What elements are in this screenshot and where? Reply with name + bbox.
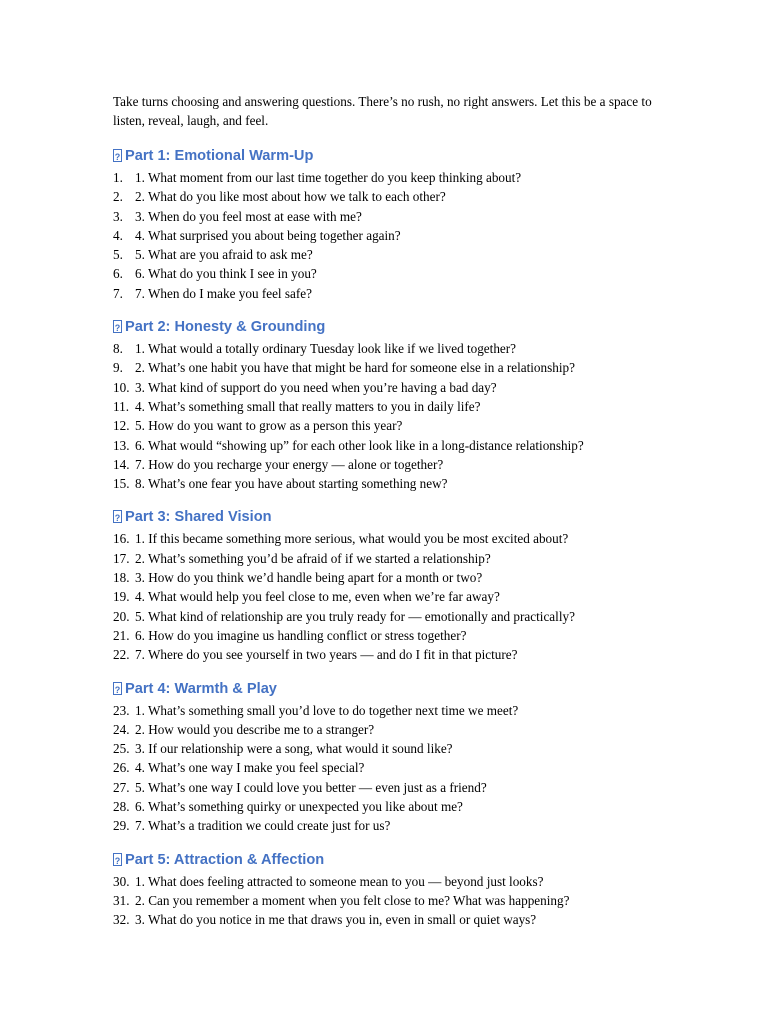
question-item (113, 549, 673, 568)
question-text: 7. What’s a tradition we could create just for us? (135, 818, 391, 834)
section-part-2 (113, 318, 673, 493)
question-number: 13. (113, 437, 130, 453)
question-text: 4. What surprised you about being together again? (135, 227, 401, 243)
question-number: 18. (113, 570, 130, 586)
question-number: 31. (113, 892, 130, 908)
question-number: 32. (113, 912, 130, 928)
question-number: 27. (113, 779, 130, 795)
question-text: 3. How do you think we’d handle being apart for a month or two? (135, 570, 483, 586)
question-text: 6. How do you imagine us handling conflict or stress together? (135, 627, 467, 643)
question-item (113, 397, 673, 416)
question-number: 24. (113, 721, 130, 737)
question-number: 28. (113, 799, 130, 815)
question-number: 16. (113, 531, 130, 547)
question-item (113, 168, 673, 187)
question-item (113, 245, 673, 264)
question-item (113, 226, 673, 245)
question-item (113, 455, 673, 474)
question-number: 21. (113, 627, 130, 643)
section-heading (113, 680, 673, 699)
question-item (113, 758, 673, 777)
question-text: 1. If this became something more serious, what would you be most excited about? (135, 531, 569, 547)
question-item (113, 436, 673, 455)
question-item (113, 778, 673, 797)
question-item (113, 187, 673, 206)
question-number: 2. (113, 189, 123, 205)
question-number: 7. (113, 285, 123, 301)
section-part-1 (113, 147, 673, 303)
question-item (113, 378, 673, 397)
question-text: 2. What’s one habit you have that might be hard for someone else in a relationship? (135, 360, 575, 376)
question-text: 7. How do you recharge your energy — alone or together? (135, 456, 444, 472)
question-text: 2. What do you like most about how we talk to each other? (135, 189, 446, 205)
section-heading (113, 318, 673, 337)
question-text: 2. Can you remember a moment when you felt close to me? What was happening? (135, 892, 570, 908)
question-text: 7. When do I make you feel safe? (135, 285, 312, 301)
question-list (113, 168, 673, 303)
section-part-5 (113, 851, 673, 930)
question-list (113, 701, 673, 836)
question-number: 12. (113, 418, 130, 434)
question-item (113, 284, 673, 303)
question-item (113, 607, 673, 626)
question-text: 5. What’s one way I could love you better — even just as a friend? (135, 779, 487, 795)
section-title: Part 1: Emotional Warm-Up (125, 148, 314, 164)
question-text: 3. If our relationship were a song, what would it sound like? (135, 741, 453, 757)
question-text: 4. What’s something small that really matters to you in daily life? (135, 398, 481, 414)
question-text: 5. What kind of relationship are you truly ready for — emotionally and practically? (135, 608, 575, 624)
question-item (113, 816, 673, 835)
question-item (113, 416, 673, 435)
question-text: 8. What’s one fear you have about starting something new? (135, 476, 448, 492)
question-item (113, 891, 673, 910)
question-number: 14. (113, 456, 130, 472)
section-part-3 (113, 508, 673, 664)
question-number: 26. (113, 760, 130, 776)
question-text: 1. What would a totally ordinary Tuesday look like if we lived together? (135, 341, 517, 357)
question-number: 29. (113, 818, 130, 834)
question-number: 22. (113, 647, 130, 663)
question-item (113, 358, 673, 377)
question-item (113, 568, 673, 587)
question-text: 3. What kind of support do you need when you’re having a bad day? (135, 379, 497, 395)
question-text: 6. What do you think I see in you? (135, 266, 317, 282)
question-list (113, 339, 673, 493)
question-number: 19. (113, 589, 130, 605)
question-number: 5. (113, 247, 123, 263)
question-item (113, 626, 673, 645)
question-number: 20. (113, 608, 130, 624)
question-number: 23. (113, 702, 130, 718)
missing-glyph-icon (113, 149, 122, 162)
question-text: 7. Where do you see yourself in two years — and do I fit in that picture? (135, 647, 518, 663)
section-title: Part 3: Shared Vision (125, 509, 272, 526)
question-text: 2. What’s something you’d be afraid of if we started a relationship? (135, 550, 491, 566)
question-text: 4. What would help you feel close to me, even when we’re far away? (135, 589, 500, 605)
question-list (113, 872, 673, 930)
question-item (113, 720, 673, 739)
question-text: 6. What would “showing up” for each other look like in a long-distance relationship? (135, 437, 584, 453)
question-text: 3. When do you feel most at ease with me? (135, 208, 362, 224)
question-number: 8. (113, 341, 123, 357)
question-item (113, 645, 673, 664)
question-text: 5. How do you want to grow as a person this year? (135, 418, 403, 434)
question-number: 4. (113, 227, 123, 243)
section-part-4 (113, 680, 673, 836)
question-text: 3. What do you notice in me that draws you in, even in small or quiet ways? (135, 912, 537, 928)
section-heading (113, 508, 673, 527)
question-list (113, 529, 673, 664)
question-number: 15. (113, 476, 130, 492)
question-text: 1. What’s something small you’d love to do together next time we meet? (135, 702, 519, 718)
question-text: 5. What are you afraid to ask me? (135, 247, 313, 263)
question-number: 6. (113, 266, 123, 282)
section-title: Part 4: Warmth & Play (125, 680, 277, 697)
section-title: Part 5: Attraction & Affection (125, 851, 325, 868)
question-number: 1. (113, 170, 123, 185)
section-title: Part 2: Honesty & Grounding (125, 319, 326, 336)
question-text: 1. What does feeling attracted to someone mean to you — beyond just looks? (135, 873, 544, 889)
question-item (113, 739, 673, 758)
question-item (113, 207, 673, 226)
missing-glyph-icon (113, 510, 122, 523)
question-number: 3. (113, 208, 123, 224)
missing-glyph-icon (113, 853, 122, 866)
question-text: 2. How would you describe me to a stranger? (135, 721, 375, 737)
question-number: 9. (113, 360, 123, 376)
question-number: 17. (113, 550, 130, 566)
question-text: 1. What moment from our last time together do you keep thinking about? (135, 170, 522, 185)
question-item (113, 910, 673, 929)
question-item (113, 529, 673, 548)
section-heading (113, 147, 673, 166)
document-page (113, 92, 673, 945)
question-number: 11. (113, 398, 129, 414)
section-heading (113, 851, 673, 870)
question-item (113, 474, 673, 493)
question-item (113, 264, 673, 283)
question-number: 30. (113, 873, 130, 889)
question-item (113, 587, 673, 606)
question-item (113, 797, 673, 816)
question-text: 4. What’s one way I make you feel special? (135, 760, 365, 776)
missing-glyph-icon (113, 320, 122, 333)
question-number: 10. (113, 379, 130, 395)
question-item (113, 701, 673, 720)
question-number: 25. (113, 741, 130, 757)
question-item (113, 339, 673, 358)
missing-glyph-icon (113, 682, 122, 695)
question-text: 6. What’s something quirky or unexpected you like about me? (135, 799, 463, 815)
question-item (113, 872, 673, 891)
intro-paragraph: Take turns choosing and answering questions. There’s no rush, no right answers. Let this be a space to listen, reveal, laugh, and feel. (113, 94, 652, 128)
